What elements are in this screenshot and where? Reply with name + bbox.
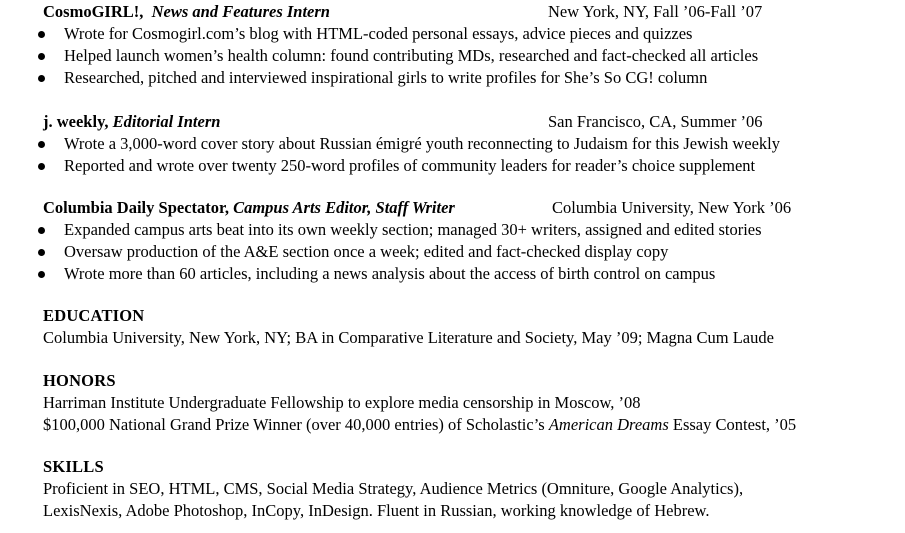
job-location: Columbia University, New York ’06 <box>552 198 792 217</box>
bullet-icon <box>38 227 45 234</box>
bullet-icon <box>38 141 45 148</box>
job-header <box>0 1 905 23</box>
bullet-icon <box>38 53 45 60</box>
bullet-text: Reported and wrote over twenty 250-word profiles of community leaders for reader’s choice supplement <box>64 156 756 175</box>
job-location: New York, NY, Fall ’06-Fall ’07 <box>548 2 763 21</box>
bullet-text: Researched, pitched and interviewed inspirational girls to write profiles for She’s So CG! column <box>64 68 708 87</box>
job-role: News and Features Intern <box>151 2 330 21</box>
job-j-weekly <box>0 111 905 177</box>
job-title <box>43 197 455 219</box>
skills-line: Proficient in SEO, HTML, CMS, Social Media Strategy, Audience Metrics (Omniture, Google Analytics), <box>43 479 744 498</box>
bullet-icon <box>38 75 45 82</box>
job-title <box>43 111 220 133</box>
honors-text: $100,000 National Grand Prize Winner (over 40,000 entries) of Scholastic’s <box>43 415 549 434</box>
job-header <box>0 111 905 133</box>
skills-line: LexisNexis, Adobe Photoshop, InCopy, InDesign. Fluent in Russian, working knowledge of Hebrew. <box>43 501 710 520</box>
list-item <box>0 67 905 89</box>
list-item <box>0 241 905 263</box>
job-org: CosmoGIRL!, <box>43 2 144 21</box>
job-title <box>43 1 330 23</box>
job-role: Editorial Intern <box>112 112 221 131</box>
job-bullets <box>0 133 905 177</box>
bullet-text: Helped launch women’s health column: found contributing MDs, researched and fact-checked all articles <box>64 46 759 65</box>
list-item <box>0 263 905 285</box>
section-heading: EDUCATION <box>43 306 145 325</box>
education-section <box>43 305 893 349</box>
bullet-text: Wrote more than 60 articles, including a news analysis about the access of birth control on campus <box>64 264 716 283</box>
education-line: Columbia University, New York, NY; BA in Comparative Literature and Society, May ’09; Magna Cum Laude <box>43 328 774 347</box>
job-org: j. weekly, <box>43 112 109 131</box>
bullet-icon <box>38 163 45 170</box>
bullet-icon <box>38 271 45 278</box>
job-columbia-spectator <box>0 197 905 285</box>
list-item <box>0 133 905 155</box>
honors-line: Harriman Institute Undergraduate Fellowship to explore media censorship in Moscow, ’08 <box>43 393 641 412</box>
skills-section <box>43 456 893 522</box>
bullet-text: Wrote a 3,000-word cover story about Russian émigré youth reconnecting to Judaism for this Jewish weekly <box>64 134 781 153</box>
section-heading: SKILLS <box>43 457 104 476</box>
list-item <box>0 219 905 241</box>
bullet-icon <box>38 249 45 256</box>
bullet-text: Wrote for Cosmogirl.com’s blog with HTML-coded personal essays, advice pieces and quizzes <box>64 24 693 43</box>
section-heading: HONORS <box>43 371 116 390</box>
honors-text: Essay Contest, ’05 <box>668 415 797 434</box>
job-bullets <box>0 219 905 285</box>
list-item <box>0 155 905 177</box>
list-item <box>0 23 905 45</box>
job-location: San Francisco, CA, Summer ’06 <box>548 112 763 131</box>
honors-section <box>43 370 893 436</box>
job-header <box>0 197 905 219</box>
job-bullets <box>0 23 905 89</box>
job-cosmogirl <box>0 1 905 89</box>
list-item <box>0 45 905 67</box>
bullet-text: Expanded campus arts beat into its own weekly section; managed 30+ writers, assigned and edited stories <box>64 220 762 239</box>
job-role: Campus Arts Editor, Staff Writer <box>233 198 455 217</box>
honors-italic-title: American Dreams <box>548 415 669 434</box>
bullet-text: Oversaw production of the A&E section once a week; edited and fact-checked display copy <box>64 242 669 261</box>
job-org: Columbia Daily Spectator, <box>43 198 229 217</box>
honors-line <box>43 414 893 436</box>
bullet-icon <box>38 31 45 38</box>
